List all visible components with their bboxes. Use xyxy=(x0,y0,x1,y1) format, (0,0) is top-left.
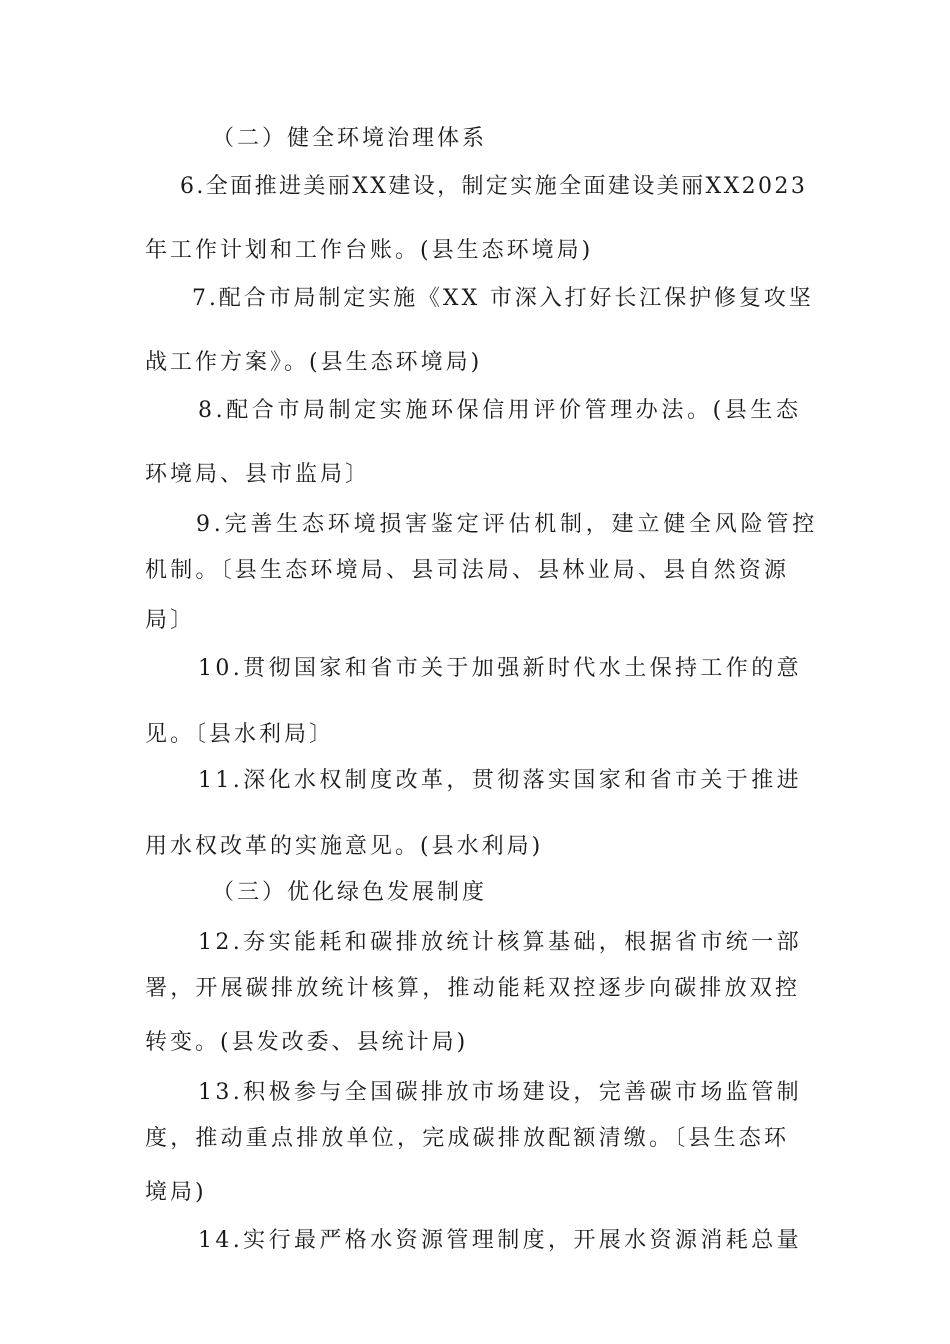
item-8-line-1: 8.配合市局制定实施环保信用评价管理办法。(县生态 xyxy=(198,398,802,423)
item-12-line-3: 转变。(县发改委、县统计局) xyxy=(145,1030,469,1055)
section-heading-3: （三）优化绿色发展制度 xyxy=(212,880,488,905)
item-8-line-2: 环境局、县市监局〕 xyxy=(145,462,371,487)
item-13-line-1: 13.积极参与全国碳排放市场建设，完善碳市场监管制 xyxy=(198,1080,802,1105)
item-9-line-2: 机制。〔县生态环境局、县司法局、县林业局、县自然资源 xyxy=(145,558,790,583)
item-12-line-1: 12.夯实能耗和碳排放统计核算基础，根据省市统一部 xyxy=(198,930,802,955)
item-6-line-1: 6.全面推进美丽XX建设，制定实施全面建设美丽XX2023 xyxy=(180,174,808,199)
item-10-line-2: 见。〔县水利局〕 xyxy=(145,722,335,747)
item-9-line-1: 9.完善生态环境损害鉴定评估机制，建立健全风险管控 xyxy=(196,512,818,537)
item-13-line-2: 度，推动重点排放单位，完成碳排放配额清缴。〔县生态环 xyxy=(145,1126,790,1151)
item-11-line-1: 11.深化水权制度改革，贯彻落实国家和省市关于推进 xyxy=(198,768,802,793)
item-14-line-1: 14.实行最严格水资源管理制度，开展水资源消耗总量 xyxy=(198,1228,802,1253)
item-12-line-2: 署，开展碳排放统计核算，推动能耗双控逐步向碳排放双控 xyxy=(145,976,801,1001)
item-7-line-1: 7.配合市局制定实施《XX 市深入打好长江保护修复攻坚 xyxy=(192,286,814,311)
item-11-line-2: 用水权改革的实施意见。(县水利局) xyxy=(145,834,544,859)
item-10-line-1: 10.贯彻国家和省市关于加强新时代水土保持工作的意 xyxy=(198,656,802,681)
item-9-line-3: 局〕 xyxy=(145,608,196,633)
item-13-line-3: 境局) xyxy=(145,1180,207,1205)
section-heading-2: （二）健全环境治理体系 xyxy=(212,126,488,151)
item-7-line-2: 战工作方案》。(县生态环境局) xyxy=(145,350,483,375)
item-6-line-2: 年工作计划和工作台账。(县生态环境局) xyxy=(145,238,594,263)
